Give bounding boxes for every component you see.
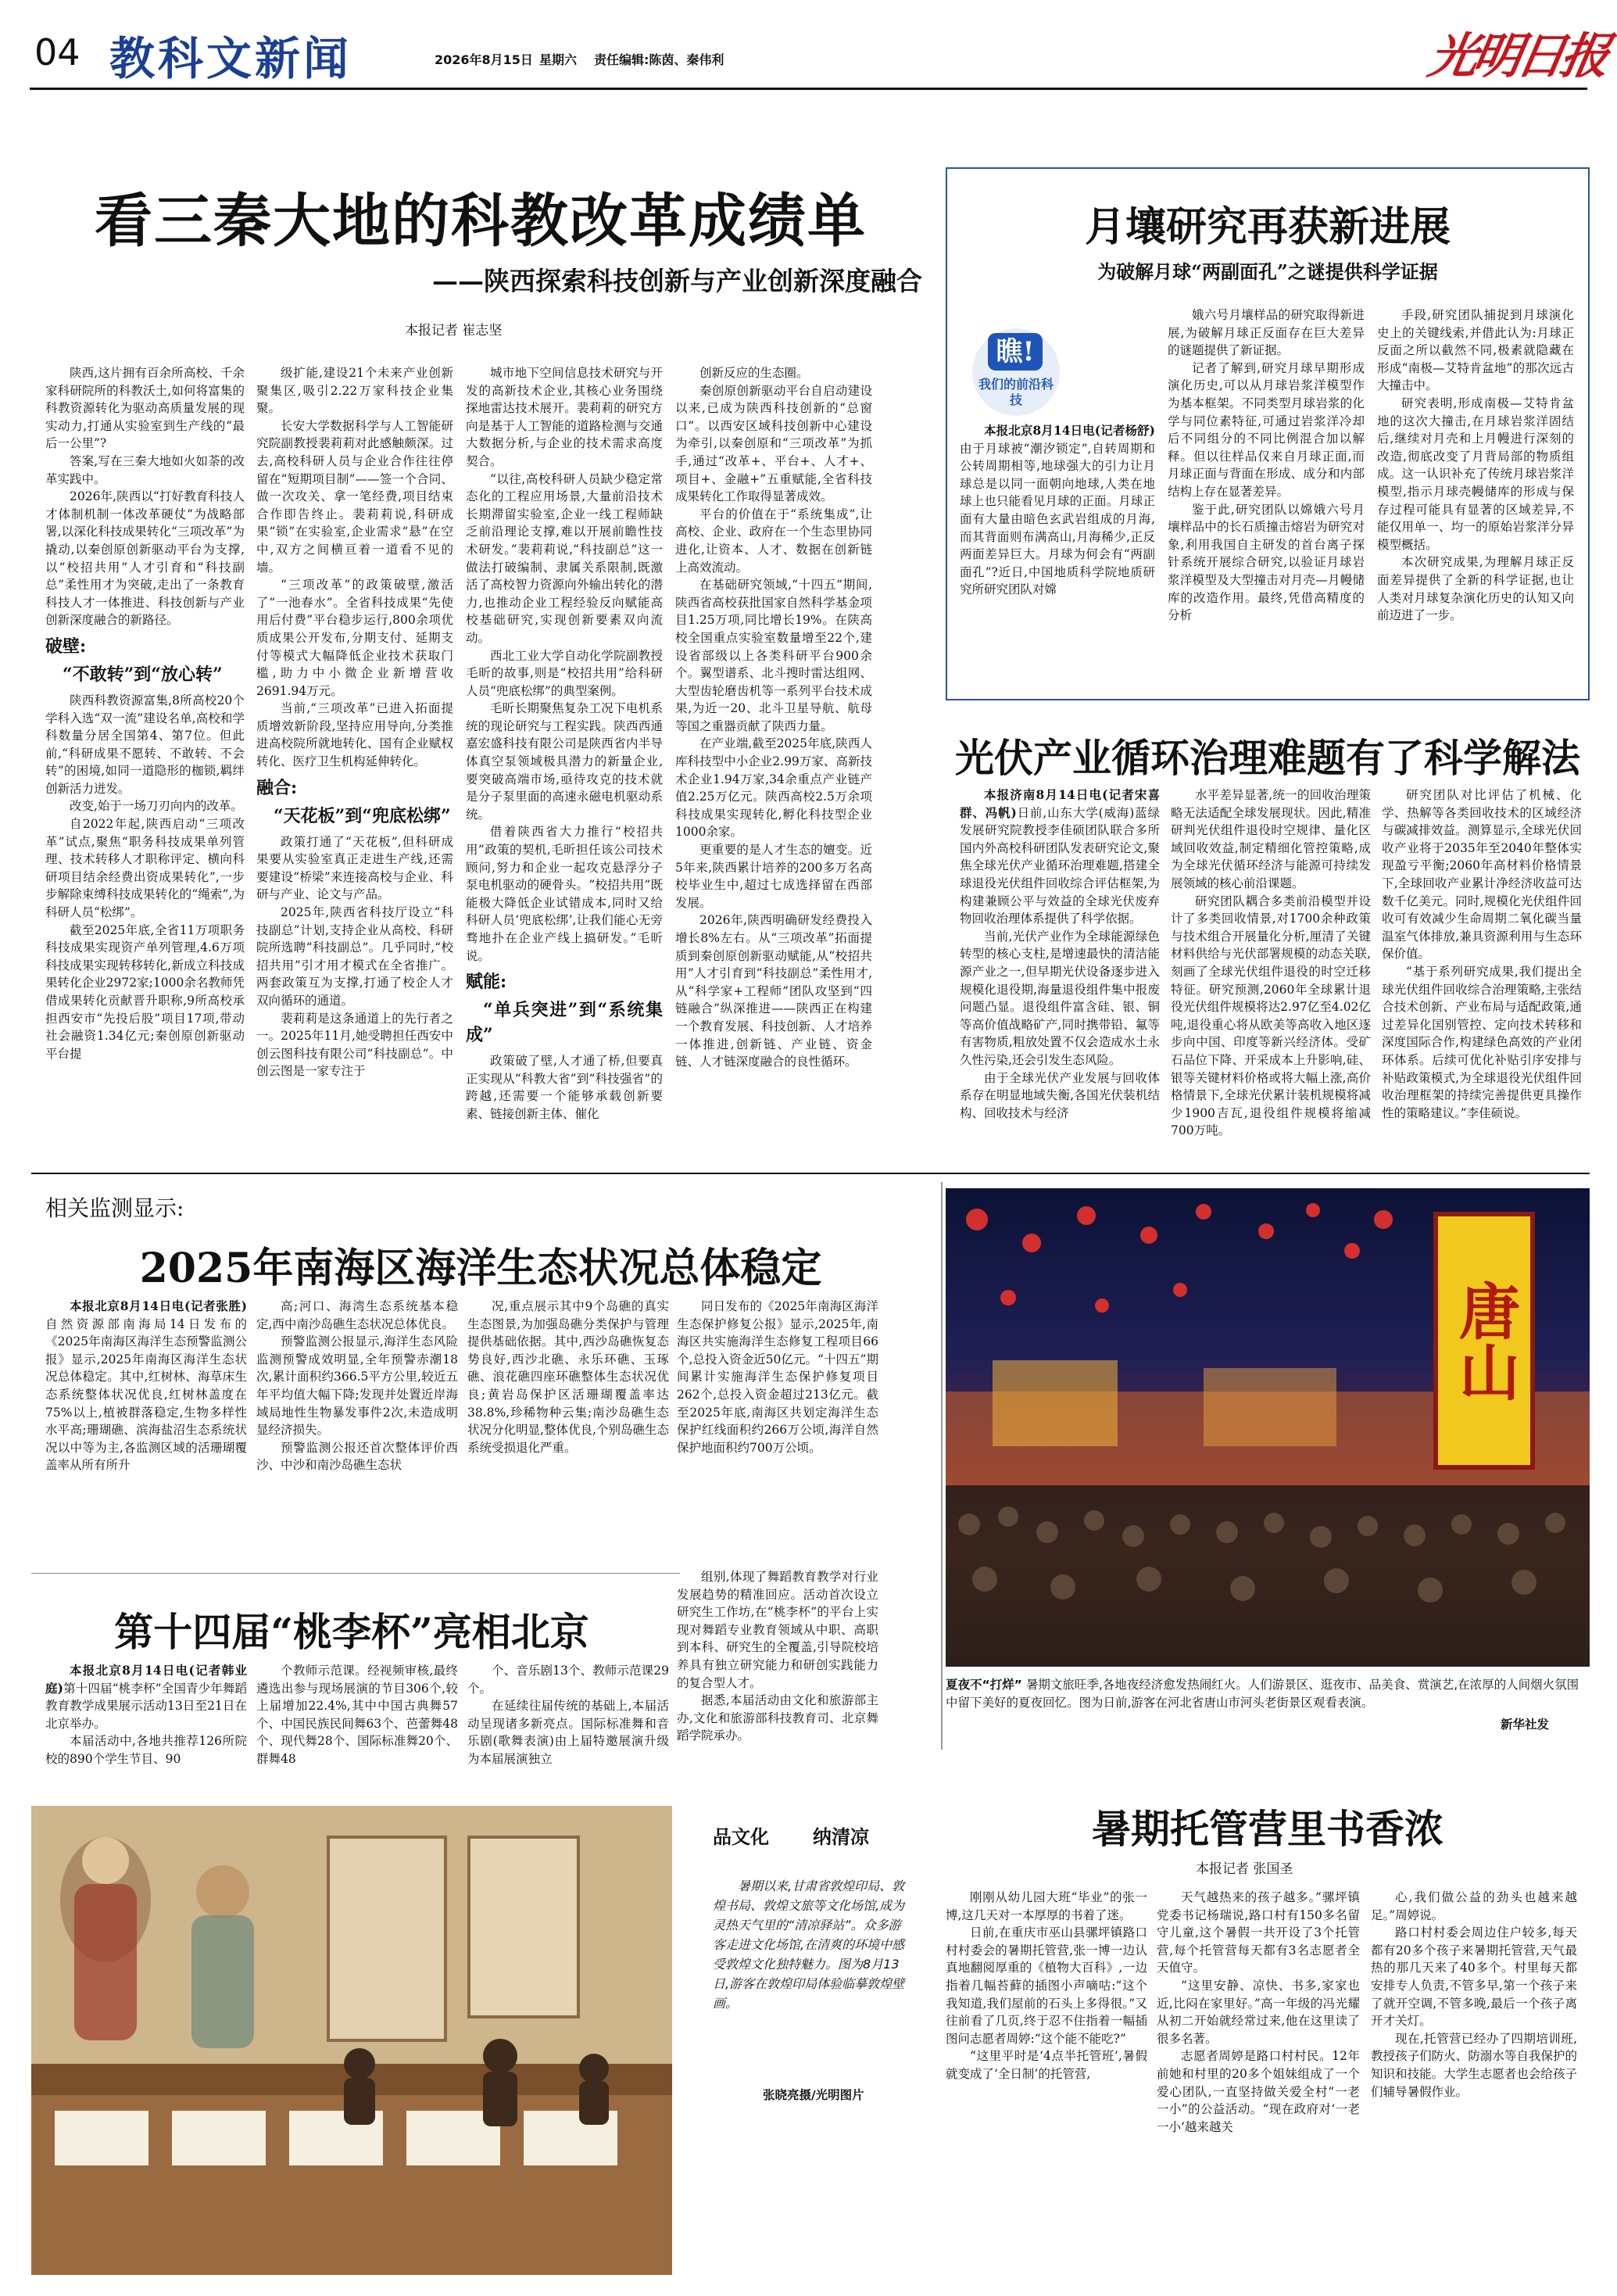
page-header [0,0,1617,94]
article2-column-3: 手段,研究团队捕捉到月球演化史上的关键线索,并借此认为:月球正反面之所以截然不同,极素就隐藏在形成“南极—艾特肯盆地”的那次远古大撞击中。 研究表明,形成南极—艾特肯盆地的这次大撞击,在月球岩浆洋固结后,继续对月壳和上月幔进行深刻的改造,彻底改变了月背局部的物质组成。这一认识补充了传统月球岩浆洋模型,指示月球壳幔储库的形成与保存过程可能具有显著的区域差异,不能仅用单一、均一的原始岩浆洋分异模型概括。 本次研究成果,为理解月球正反面差异提供了全新的科学证据,也让人类对月球复杂演化历史的认知又向前迈进了一步。 [1377,308,1574,623]
photo-dunhuang-bookstore [31,1806,672,2275]
badge-bubble: 瞧! [988,333,1043,371]
article1-byline: 本报记者 崔志坚 [405,323,503,338]
culture-column-author: 纳清凉 [813,1825,869,1848]
article6-byline: 本报记者 张国圣 [1196,1861,1293,1877]
article4-column-1: 本报北京8月14日电(记者张胜)自然资源部南海局14日发布的《2025年南海区海洋生态预警监测公报》显示,2025年南海区海洋生态状况总体稳定。其中,红树林、海草床生态系统整体状况优良,红树林盖度在75%以上,植被群落稳定,生物多样性水平高;珊瑚礁、滨海盐沼生态系统状况以中等为主,各监测区域的活珊瑚覆盖率从所有所升 [45,1298,247,1473]
subhead-integration: 融合: [256,777,298,798]
article1-title: 看三秦大地的科教改革成绩单 [95,188,867,255]
editors-line: 责任编辑:陈茵、秦伟利 [594,52,724,67]
issue-date: 2026年8月15日 [435,52,533,67]
article3-column-3: 研究团队对比评估了机械、化学、热解等各类回收技术的区域经济与碳减排效益。测算显示,全球光伏回收产业将于2035年至2040年整体实现盈亏平衡;2060年高材料价格情景下,全球回收产业累计净经济收益可达数千亿美元。同时,规模化光伏组件回收可有效减少生命周期二氧化碳当量温室气体排放,兼具资源利用与生态环保价值。 “基于系列研究成果,我们提出全球光伏组件回收综合治理策略,主张结合技术创新、产业布局与适配政策,通过差异化国别管控、定向技术转移和深度国际合作,构建绿色高效的产业闭环体系。后续可优化补贴引序安排与补贴政策模式,为全球退役光伏组件回收治理框架的持续完善提供更具操作性的策略建议。”李佳硕说。 [1382,788,1582,1120]
article2-column-1: 本报北京8月14日电(记者杨舒)由于月球被“潮汐锁定”,自转周期和公转周期相等,地球强大的引力让月球总是以同一面朝向地球,人类在地球上也只能看见月球的正面。月球正面有大量由暗色玄武岩组成的月海,而其背面则布满高山,月海稀少,正反两面差异巨大。月球为何会有“两副面孔”?近日,中国地质科学院地质研究所研究团队对嫦 [960,423,1155,597]
article6-title: 暑期托管营里书香浓 [1092,1806,1443,1852]
article1-column-4: 创新反应的生态圈。 秦创原创新驱动平台自启动建设以来,已成为陕西科技创新的“总窗口”。以西安区域科技创新中心建设为牵引,以秦创原和“三项改革”为抓手,通过“改革+、平台+、人才+、项目+、金融+”五重赋能,全省科技成果转化工作取得显著成效。 平台的价值在于“系统集成”,让高校、企业、政府在一个生态里协同进化,让资本、人才、数据在创新链上高效流动。 在基础研究领域,“十四五”期间,陕西省高校获批国家自然科学基金项目1.25万项,同比增长19%。在陕高校全国重点实验室数量增至22个,建设省部级以上各类科研平台900余个。翼型谱系、北斗搜时雷达组网、大型齿轮磨齿机等一系列平台技术成果,为近一20、北斗卫星导航、航母等国之重器贡献了陕西力量。 在产业端,截至2025年底,陕西人库科技型中小企业2.99万家、高新技术企业1.94万家,34余重点产业链产值2.25万亿元。陕西高校2.5万余项科技成果实现转化,孵化科技型企业1000余家。 更重要的是人才生态的嬗变。近5年来,陕西累计培养的200多万名高校毕业生中,超过七成选择留在西部发展。 2026年,陕西明确研发经费投入增长8%左右。从“三项改革”拓面提质到秦创原创新驱动赋能,从“校招共用”人才引育到“科技副总”柔性用才,从“科学家+工程师”团队攻坚到“四链融合”纵深推进——陕西正在构建一个教育发展、科技创新、人才培养一体推进,创新链、产业链、资金链、人才链深度融合的良性循环。 [675,366,872,1069]
issue-weekday: 星期六 [539,52,578,67]
section-title: 教科文新闻 [109,32,352,85]
article5-column-4: 组别,体现了舞蹈教育教学对行业发展趋势的精准回应。活动首次设立研究生工作坊,在“桃李杯”的平台上实现对舞蹈专业教育领域从中职、高职到本科、研究生的全覆盖,引导院校培养具有独立研究能力和研创实践能力的复合型人才。 据悉,本届活动由文化和旅游部主办,文化和旅游部科技教育司、北京舞蹈学院承办。 [677,1570,878,1743]
article5-column-3: 个、音乐剧13个、教师示范课29个。 在延续往届传统的基础上,本届活动呈现诸多新亮点。国际标准舞和音乐剧(歌舞表演)由上届特邀展演升级为本届展演独立 [467,1664,669,1766]
photo-dunhuang-credit: 张晓亮摄/光明图片 [763,2088,864,2102]
article4-lead: 相关监测显示: [45,1195,184,1221]
article4-title: 2025年南海区海洋生态状况总体稳定 [139,1245,822,1292]
article2-subtitle: 为破解月球“两副面孔”之谜提供科学证据 [1097,260,1438,283]
page-number: 04 [34,31,80,73]
culture-column-label: 品文化 [713,1825,769,1848]
article1-subtitle: ——陕西探索科技创新与产业创新深度融合 [432,266,922,296]
article6-column-2: 天气越热来的孩子越多。”骡坪镇党委书记杨瑞说,路口村有150多名留守儿童,这个暑假一共开设了3个托管营,每个托管营每天都有3名志愿者全天值守。 “这里安静、凉快、书多,家家也近,比闷在家里好。”高一年级的冯光耀从初二开始就经常过来,他在这里读了很多名著。 志愿者周婷是路口村村民。12年前她和村里的20多个姐妹组成了一个爱心团队,一直坚持做关爱全村“一老一小”的公益活动。“现在政府对‘一老一小’越来越关 [1157,1890,1360,2134]
subhead-breakthrough: 破壁: [45,636,87,657]
article4-column-2: 高;河口、海湾生态系统基本稳定,西中南沙岛礁生态状况总体优良。 预警监测公报显示,海洋生态风险监测预警成效明显,全年预警赤潮18次,累计面积约366.5平方公里,较近五年平均值大幅下降;发现并处置近岸海域局地性生物暴发事件2次,未造成明显经济损失。 预警监测公报还首次整体评价西沙、中沙和南沙岛礁生态状 [256,1299,458,1473]
article3-column-1: 本报济南8月14日电(记者宋喜群、冯帆)日前,山东大学(威海)蓝绿发展研究院教授李佳硕团队联合多所国内外高校科研团队发表研究论文,聚焦全球光伏产业循环治理难题,搭建全球退役光伏组件回收综合评估框架,为构建兼顾公平与效益的全球光伏废弃物回收治理体系提供了科学依据。 当前,光伏产业作为全球能源绿色转型的核心支柱,是增速最快的清洁能源产业之一,但早期光伏设备逐步进入规模化退役期,海量退役组件集中报废问题凸显。退役组件富含硅、银、铜等高价值战略矿产,同时携带铅、氟等有害物质,粗放处置不仅会造成水土永久性污染,还会引发生态风险。 由于全球光伏产业发展与回收体系存在明显地域失衡,各国光伏装机结构、回收技术与经济 [960,787,1160,1120]
photo-shop-sign: 唐山 [1433,1212,1535,1470]
article1-column-3: 城市地下空间信息技术研究与开发的高新技术企业,其核心业务围绕探地雷达技术展开。裴莉莉的研究方向是基于人工智能的道路检测与交通大数据分析,与企业的技术需求高度契合。 “以往,高校科研人员缺少稳定常态化的工程应用场景,大量前沿技术长期滞留实验室,企业一线工程师缺乏前沿理论支撑,难以开展前瞻性技术研发。”裴莉莉说,“科技副总”这一做法打破编制、隶属关系限制,既激活了高校智力资源向外输出转化的潜力,也推动企业工程经验反向赋能高校基础研究,实现创新要素双向流动。 西北工业大学自动化学院副教授毛昕的故事,则是“校招共用”给科研人员“兜底松绑”的典型案例。 毛昕长期聚焦复杂工况下电机系统的现论研究与工程实践。陕西西通嘉宏盛科技有限公司是陕西省内半导体真空泵领域极具潜力的新量企业,要突破高端市场,亟待攻克的技术就是分子泵里面的高速永磁电机驱动系统。 借着陕西省大力推行“校招共用”政策的契机,毛昕担任该公司技术顾问,努力和企业一起攻克悬浮分子泵电机驱动的硬骨头。“校招共用”既能极大降低企业试错成本,同时又给科研人员‘兜底松绑’,让我们能心无旁骛地扑在企业产线上搞研发。”毛昕说。 赋能: “单兵突进”到“系统集成” 政策破了壁,人才通了桥,但要真正实现从“科教大省”到“科技强省”的跨越,还需要一个能够承载创新要素、链接创新主体、催化 [466,366,663,1121]
masthead-logo: 光明日报 [1424,27,1610,84]
article1-column-1: 陕西,这片拥有百余所高校、千余家科研院所的科教沃土,如何将富集的科教资源转化为驱动高质量发展的现实动力,打通从实验室到生产线的“最后一公里”? 答案,写在三秦大地如火如荼的改革实践中。 2026年,陕西以“打好教育科技人才体制机制一体改革硬仗”为战略部署,以深化科技成果转化“三项改革”为撬动,以秦创原创新驱动平台为支撑,以“校招共用”人才引育和“科技副总”柔性用才为突破,走出了一条教育科技人才一体推进、科技创新与产业创新深度融合的新路径。 破壁: “不敢转”到“放心转” 陕西科教资源富集,8所高校20个学科入选“双一流”建设名单,高校和学科数量分居全国第4、第7位。但此前,“科研成果不愿转、不敢转、不会转”的困境,如同一道隐形的枷锁,羁绊创新活力迸发。 改变,始于一场刀刃向内的改革。 自2022年起,陕西启动“三项改革”试点,聚焦“职务科技成果单列管理、技术转移人才职称评定、横向科研项目结余经费出资成果转化”,一步步解除束缚科技成果转化的“绳索”,为科研人员“松绑”。 截至2025年底,全省11万项职务科技成果实现资产单列管理,4.6万项科技成果实现转移转化,新成立科技成果转化企业2972家;1000余名教师凭借成果转化贡献晋升职称,9所高校承担西安市“先投后股”项目17项,带动社会融资1.34亿元;秦创原创新驱动平台提 [45,366,245,1061]
photo-night-street-caption: 夏夜不“打烊” 暑期文旅旺季,各地夜经济愈发热闹红火。人们游景区、逛夜市、品美食、赏演艺,在浓厚的人间烟火氛围中留下美好的夏夜回忆。图为日前,游客在河北省唐山市河头老街景区观看表演。 [946,1678,1579,1710]
photo-dunhuang-caption: 暑期以来,甘肃省敦煌印局、敦煌书局、敦煌文旅等文化场馆,成为灵热天气里的“清凉驿站”。众多游客走进文化场馆,在清爽的环境中感受敦煌文化独特魅力。图为8月13日,游客在敦煌印局体验临摹敦煌壁画。 [713,1879,905,2011]
article5-title: 第十四届“桃李杯”亮相北京 [114,1609,589,1655]
article2-title: 月壤研究再获新进展 [1084,203,1451,251]
article4-column-4: 同日发布的《2025年南海区海洋生态保护修复公报》显示,2025年,南海区共实施海洋生态修复工程项目66个,总投入资金近50亿元。“十四五”期间累计实施海洋生态保护修复项目262个,总投入资金超过213亿元。截至2025年底,南海区共划定海洋生态保护红线面积约266万公顷,海洋自然保护地面积约700万公顷。 [677,1299,878,1455]
article1-column-2: 级扩能,建设21个未来产业创新聚集区,吸引2.22万家科技企业集聚。 长安大学数据科学与人工智能研究院副教授裴莉莉对此感触颇深。过去,高校科研人员与企业合作往往停留在“短期项目制”——签一个合同、做一次攻关、拿一笔经费,项目结束合作即告终止。裴莉莉说,科研成果“锁”在实验室,企业需求“悬”在空中,双方之间横亘着一道看不见的墙。 “三项改革”的政策破壁,激活了“一池春水”。全省科技成果“先使用后付费”平台稳步运行,800余项优质成果公开发布,分期支付、延期支付等模式大幅降低企业技术获取门槛,助力中小微企业新增营收2691.94万元。 当前,“三项改革”已进入拓面提质增效新阶段,坚持应用导向,分类推进高校院所就地转化、国有企业赋权转化、医疗卫生机构延伸转化。 融合: “天花板”到“兜底松绑” 政策打通了“天花板”,但科研成果要从实验室真正走进生产线,还需要建设“桥梁”来连接高校与企业、科研与产业、论文与产品。 2025年,陕西省科技厅设立“科技副总”计划,支持企业从高校、科研院所选聘“科技副总”。几乎同时,“校招共用”引才用才模式在全省推广。两套政策互为支撑,打通了校企人才双向循环的通道。 裴莉莉是这条通道上的先行者之一。2025年11月,她受聘担任西安中创云图科技有限公司“科技副总”。中创云图是一家专注于 [256,366,453,1079]
frontier-tech-badge [972,328,1060,416]
article5-column-1: 本报北京8月14日电(记者韩业庭)第十四届“桃李杯”全国青少年舞蹈教育教学成果展示活动13日至21日在北京举办。 本届活动中,各地共推荐126所院校的890个学生节目、90 [45,1663,247,1766]
subhead-empowerment: 赋能: [466,972,507,993]
photo-night-street [946,1188,1590,1667]
article3-column-2: 水平差异显著,统一的回收治理策略无法适配全球发展现状。因此,精准研判光伏组件退役时空规律、量化区域回收效益,制定精细化管控策略,成为全球光伏循环经济与能源可持续发展领域的核心前沿课题。 研究团队耦合多类前沿模型并设计了多类回收情景,对1700余种政策与技术组合开展量化分析,厘清了关键材料供给与光伏部署规模的动态关联,刻画了全球光伏组件退役的时空迁移特征。研究预测,2060年全球累计退役光伏组件规模将达2.97亿至4.02亿吨,退役重心将从欧美等高收入地区逐步向中国、印度等新兴经济体。受矿石品位下降、开采成本上升影响,硅、银等关键材料价格或将大幅上涨,高价格情景下,全球光伏累计装机规模将减少1900吉瓦,退役组件规模将缩减700万吨。 [1171,788,1371,1138]
badge-label: 我们的前沿科技 [978,377,1054,407]
article6-column-1: 刚刚从幼儿园大班“毕业”的张一博,这几天对一本厚厚的书着了迷。 日前,在重庆市巫山县骡坪镇路口村村委会的暑期托管营,张一博一边认真地翻阅厚重的《植物大百科》,一边指着几幅苔藓的插图小声嘀咕:“这个我知道,我们屋前的石头上多得很。”又往前看了几页,终于忍不住指着一幅插图问志愿者周婷:“这个能不能吃?” “这里平时是‘4点半托管班’,暑假就变成了‘全日制’的托管营, [946,1890,1147,2081]
article4-column-3: 况,重点展示其中9个岛礁的真实生态图景,为加强岛礁分类保护与管理提供基础依据。其中,西沙岛礁恢复态势良好,西沙北礁、永乐环礁、玉琢礁、浪花礁四座环礁整体生态状况优良;黄岩岛保护区活珊瑚覆盖率达38.8%,珍稀物种云集;南沙岛礁生态状况分化明显,整体优良,个别岛礁生态系统受损退化严重。 [467,1299,669,1455]
article2-column-2: 娥六号月壤样品的研究取得新进展,为破解月球正反面存在巨大差异的谜题提供了新证据。 记者了解到,研究月球早期形成演化历史,可以从月球岩浆洋模型作为基本框架。不同类型月球岩浆的化学与同位素特征,可通过岩浆洋冷却后不同组分的不同比例混合加以解释。但以往样品仅来自月球正面,而月球正面与背面在形成、成分和内部结构上存在显著差异。 鉴于此,研究团队以嫦娥六号月壤样品中的长石质撞击熔岩为研究对象,利用我国自主研发的首台离子探针系统开展综合研究,以验证月球岩浆洋模型及大型撞击对月壳—月幔储库的改造作用。最终,凭借高精度的分析 [1168,308,1365,623]
article5-column-2: 个教师示范课。经视频审核,最终遴选出参与现场展演的节目306个,较上届增加22.4%,其中中国古典舞57个、中国民族民间舞63个、芭蕾舞48个、现代舞28个、国际标准舞20个、群舞48 [256,1664,458,1766]
article3-title: 光伏产业循环治理难题有了科学解法 [955,735,1580,781]
article6-column-3: 心,我们做公益的劲头也越来越足。”周婷说。 路口村村委会周边住户较多,每天都有20多个孩子来暑期托管营,天气最热的那几天来了40多个。村里每天都安排专人负责,不管多早,第一个孩子来了就开空调,不管多晚,最后一个孩子离开才关灯。 现在,托管营已经办了四期培训班,教授孩子们防火、防溺水等自我保护的知识和技能。大学生志愿者也会给孩子们辅导暑假作业。 [1371,1890,1577,2099]
photo-night-street-caption-title: 夏夜不“打烊” [946,1678,1022,1692]
photo-night-street-credit: 新华社发 [1501,1718,1550,1732]
photo-dunhuang-bookstore-graphic [31,1806,672,2275]
